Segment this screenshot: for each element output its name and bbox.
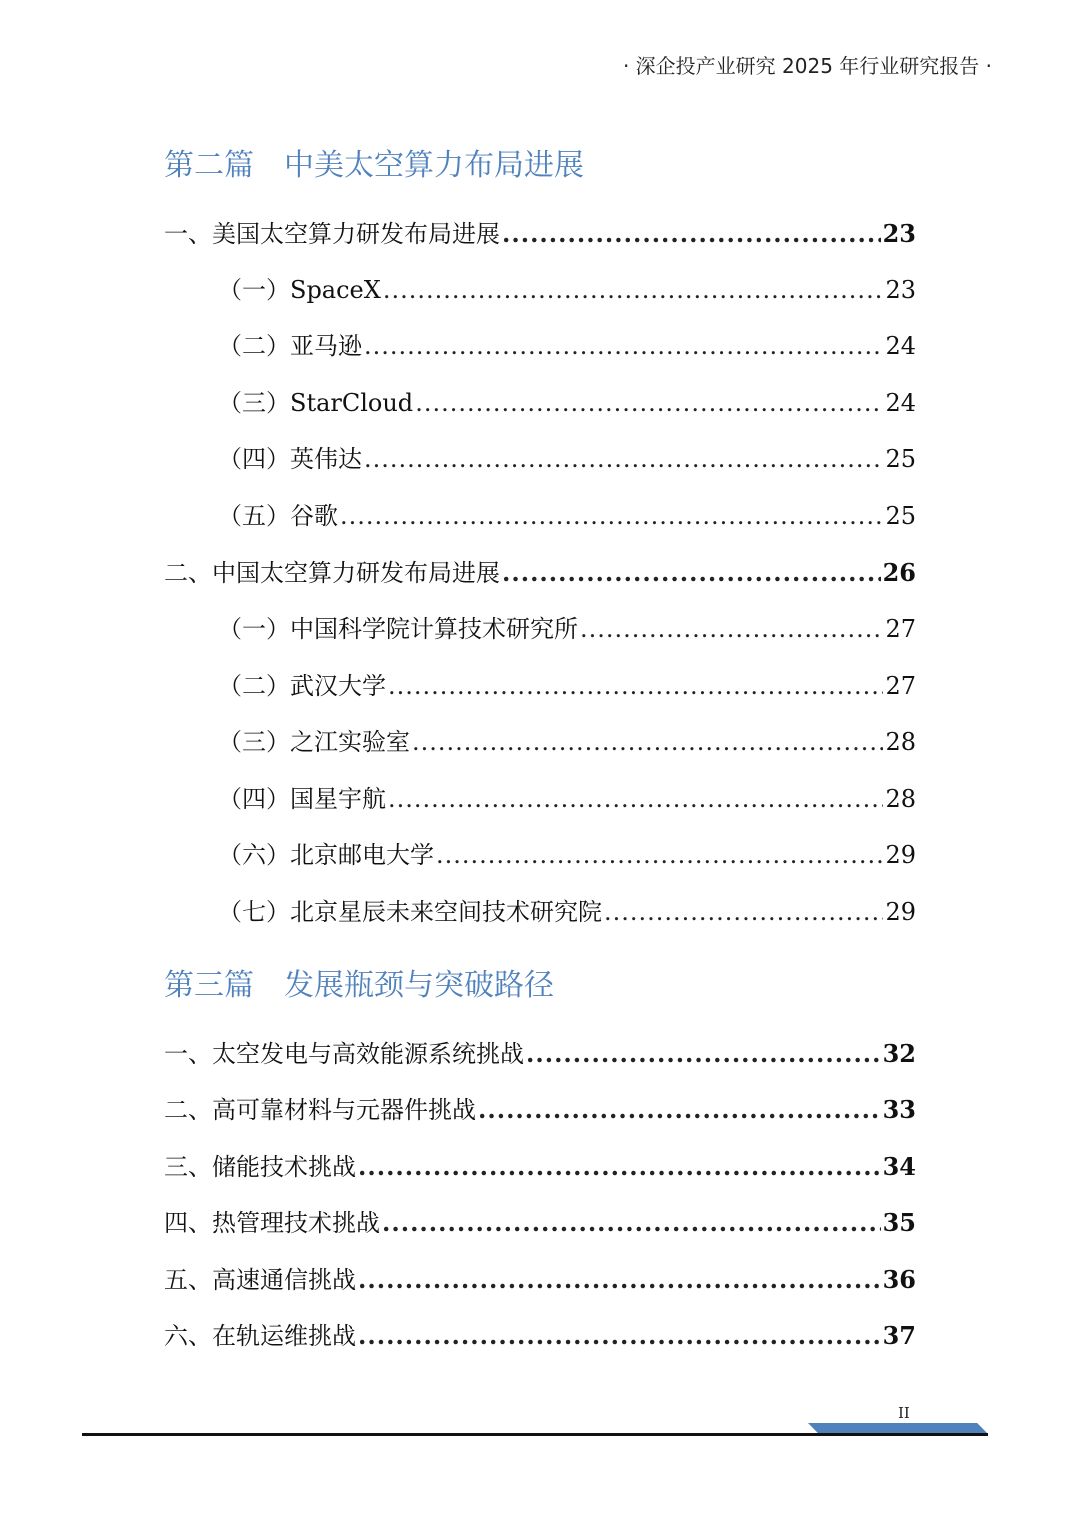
- toc-entry-page: 27: [885, 672, 916, 700]
- toc-entry[interactable]: [218, 326, 916, 360]
- toc-entry-page: 34: [882, 1152, 916, 1181]
- toc-leader-dots: [502, 219, 881, 248]
- toc-leader-dots: [383, 276, 884, 304]
- toc-entry-label: 二、高可靠材料与元器件挑战: [164, 1096, 476, 1124]
- toc-entry-label: （三）StarCloud: [218, 389, 414, 417]
- toc-entry-page: 35: [882, 1208, 916, 1237]
- toc-entry[interactable]: [218, 892, 916, 926]
- footer-rule: [82, 1433, 988, 1436]
- toc-entry-label: （六）北京邮电大学: [218, 841, 434, 869]
- toc-entry[interactable]: [164, 1090, 916, 1124]
- toc-entry-page: 29: [885, 898, 916, 926]
- toc-entry[interactable]: [218, 722, 916, 756]
- part-number: 第三篇: [164, 968, 254, 1003]
- toc-leader-dots: [358, 1321, 881, 1350]
- toc-entry[interactable]: [164, 1034, 916, 1068]
- part-heading: 发展瓶颈与突破路径: [284, 968, 554, 1003]
- toc-entry-page: 37: [882, 1321, 916, 1350]
- toc-entry-label: 五、高速通信挑战: [164, 1266, 356, 1294]
- toc-leader-dots: [388, 785, 883, 813]
- toc-entry[interactable]: [218, 270, 916, 304]
- toc-leader-dots: [340, 502, 883, 530]
- toc-leader-dots: [382, 1208, 881, 1237]
- toc-entry[interactable]: [218, 496, 916, 530]
- toc-entry[interactable]: [164, 1203, 916, 1237]
- toc-leader-dots: [364, 445, 883, 473]
- page-header: · 深企投产业研究 2025 年行业研究报告 ·: [622, 54, 992, 78]
- toc-entry[interactable]: [218, 439, 916, 473]
- toc-entry-page: 27: [885, 615, 916, 643]
- toc-leader-dots: [358, 1152, 881, 1181]
- toc-entry-label: 三、储能技术挑战: [164, 1153, 356, 1181]
- toc-leader-dots: [388, 672, 883, 700]
- toc-entry-label: 二、中国太空算力研发布局进展: [164, 559, 500, 587]
- toc-entry-page: 25: [885, 445, 916, 473]
- toc-entry-page: 23: [882, 219, 916, 248]
- toc-entry-label: 一、美国太空算力研发布局进展: [164, 220, 500, 248]
- toc-leader-dots: [604, 898, 883, 926]
- toc-entry[interactable]: [218, 609, 916, 643]
- toc-entry-page: 32: [882, 1039, 916, 1068]
- toc-entry-page: 36: [882, 1265, 916, 1294]
- toc-entry-page: 23: [885, 276, 916, 304]
- toc-entry-label: （一）中国科学院计算技术研究所: [218, 615, 578, 643]
- toc-entry-page: 24: [885, 389, 916, 417]
- toc-entry-page: 33: [882, 1095, 916, 1124]
- toc-entry-label: （二）亚马逊: [218, 332, 362, 360]
- footer-page-number: II: [898, 1404, 910, 1422]
- toc-leader-dots: [526, 1039, 881, 1068]
- toc-entry-label: （三）之江实验室: [218, 728, 410, 756]
- toc-entry-label: 一、太空发电与高效能源系统挑战: [164, 1040, 524, 1068]
- toc-entry-page: 29: [885, 841, 916, 869]
- toc-entry-page: 24: [885, 332, 916, 360]
- toc-leader-dots: [580, 615, 883, 643]
- toc-entry-label: 四、热管理技术挑战: [164, 1209, 380, 1237]
- toc-entry-label: 六、在轨运维挑战: [164, 1322, 356, 1350]
- toc-leader-dots: [364, 332, 883, 360]
- part-heading: 中美太空算力布局进展: [284, 148, 584, 183]
- toc-entry[interactable]: [218, 666, 916, 700]
- toc-entry-page: 28: [885, 785, 916, 813]
- part-title: [164, 140, 584, 184]
- toc-leader-dots: [412, 728, 883, 756]
- toc-entry[interactable]: [218, 835, 916, 869]
- toc-entry-label: （二）武汉大学: [218, 672, 386, 700]
- toc-entry[interactable]: [218, 383, 916, 417]
- toc-leader-dots: [358, 1265, 881, 1294]
- toc-entry-page: 25: [885, 502, 916, 530]
- part-title: [164, 960, 554, 1004]
- toc-entry[interactable]: [164, 553, 916, 587]
- toc-leader-dots: [436, 841, 883, 869]
- toc-entry[interactable]: [164, 1316, 916, 1350]
- toc-entry[interactable]: [164, 1260, 916, 1294]
- toc-entry[interactable]: [218, 779, 916, 813]
- part-number: 第二篇: [164, 148, 254, 183]
- toc-entry[interactable]: [164, 214, 916, 248]
- toc-leader-dots: [478, 1095, 881, 1124]
- toc-leader-dots: [502, 558, 881, 587]
- toc-entry-label: （四）国星宇航: [218, 785, 386, 813]
- toc-entry-label: （一）SpaceX: [218, 276, 381, 304]
- toc-entry-page: 28: [885, 728, 916, 756]
- toc-entry[interactable]: [164, 1147, 916, 1181]
- toc-leader-dots: [415, 389, 883, 417]
- toc-entry-page: 26: [882, 558, 916, 587]
- toc-entry-label: （七）北京星辰未来空间技术研究院: [218, 898, 602, 926]
- toc-entry-label: （五）谷歌: [218, 502, 338, 530]
- toc-entry-label: （四）英伟达: [218, 445, 362, 473]
